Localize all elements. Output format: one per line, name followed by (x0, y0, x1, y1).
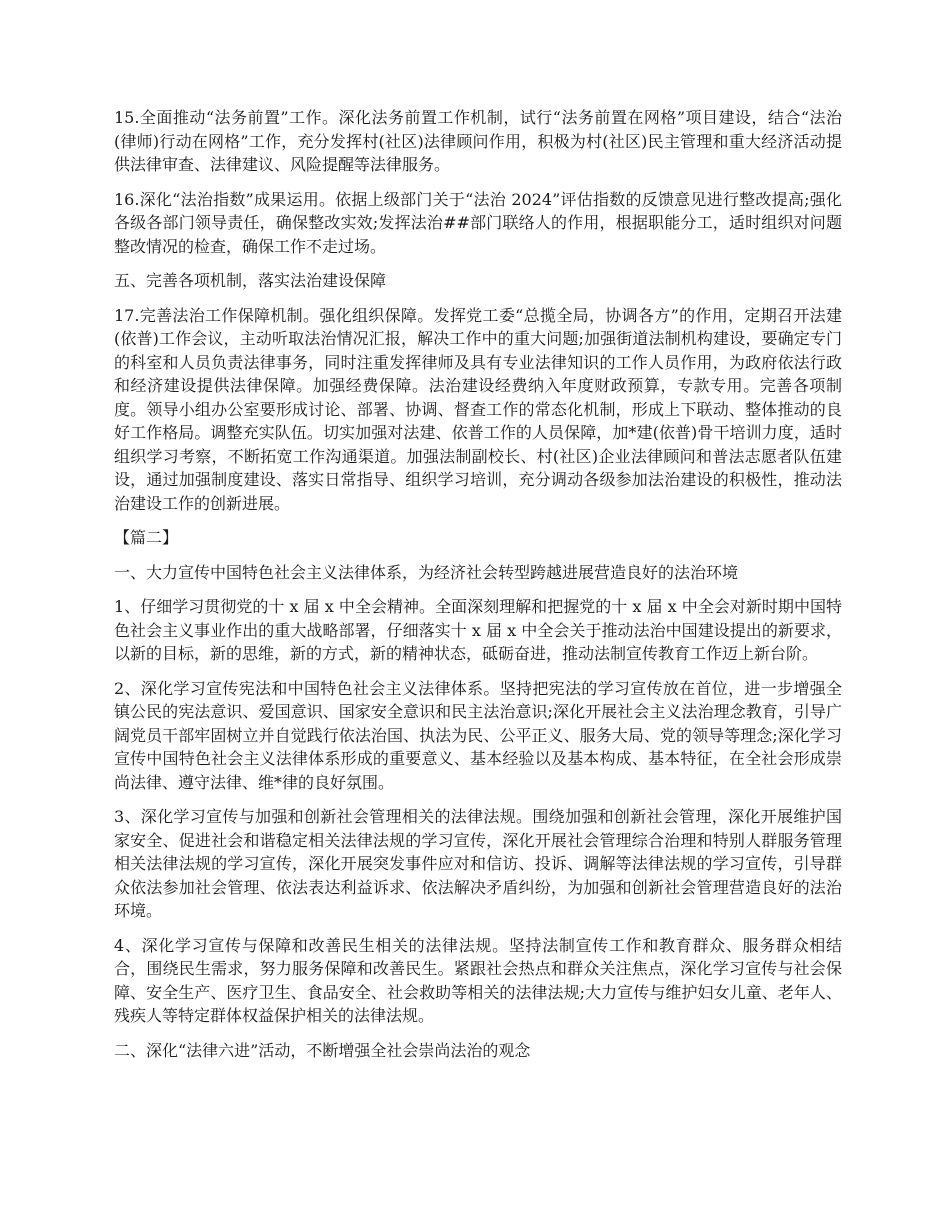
paragraph-item-1: 1、仔细学习贯彻党的十 x 届 x 中全会精神。全面深刻理解和把握党的十 x 届 x 中全会对新时期中国特色社会主义事业作出的重大战略部署，仔细落实十 x 届 x 中全会关于推动法治中国建设提出的新要求，以新的目标，新的思维，新的方式，新的精神状态，砥砺奋进，推动法制宣传教育工作迈上新台阶。 (114, 597, 842, 663)
section-heading-one: 一、大力宣传中国特色社会主义法律体系，为经济社会转型跨越进展营造良好的法治环境 (114, 562, 739, 582)
paragraph-item-17: 17.完善法治工作保障机制。强化组织保障。发挥党工委“总揽全局，协调各方”的作用，定期召开法建(依普)工作会议，主动听取法治情况汇报，解决工作中的重大问题;加强街道法制机构建设，要确定专门的科室和人员负责法律事务，同时注重发挥律师及具有专业法律知识的工作人员作用，为政府依法行政和经济建设提供法律保障。加强经费保障。法治建设经费纳入年度财政预算，专款专用。完善各项制度。领导小组办公室要形成讨论、部署、协调、督查工作的常态化机制，形成上下联动、整体推动的良好工作格局。调整充实队伍。切实加强对法建、依普工作的人员保障，加*建(依普)骨干培训力度，适时组织学习考察，不断拓宽工作沟通渠道。加强法制副校长、村(社区)企业法律顾问和普法志愿者队伍建设，通过加强制度建设、落实日常指导、组织学习培训，充分调动各级参加法治建设的积极性，推动法治建设工作的创新进展。 (114, 305, 842, 513)
document-page (114, 106, 842, 1073)
paragraph-item-2: 2、深化学习宣传宪法和中国特色社会主义法律体系。坚持把宪法的学习宣传放在首位，进一步增强全镇公民的宪法意识、爱国意识、国家安全意识和民主法治意识;深化开展社会主义法治理念教育，引导广阔党员干部牢固树立并自觉践行依法治国、执法为民、公平正义、服务大局、党的领导等理念;深化学习宣传中国特色社会主义法律体系形成的重要意义、基本经验以及基本构成、基本特征，在全社会形成崇尚法律、遵守法律、维*律的良好氛围。 (114, 678, 842, 792)
paragraph-item-4: 4、深化学习宣传与保障和改善民生相关的法律法规。坚持法制宣传工作和教育群众、服务群众相结合，围绕民生需求，努力服务保障和改善民生。紧跟社会热点和群众关注焦点，深化学习宣传与社会保障、安全生产、医疗卫生、食品安全、社会救助等相关的法律法规;大力宣传与维护妇女儿童、老年人、残疾人等特定群体权益保护相关的法律法规。 (114, 935, 842, 1025)
paragraph-item-3: 3、深化学习宣传与加强和创新社会管理相关的法律法规。围绕加强和创新社会管理，深化开展维护国家安全、促进社会和谐稳定相关法律法规的学习宣传，深化开展社会管理综合治理和特别人群服务管理相关法律法规的学习宣传，深化开展突发事件应对和信访、投诉、调解等法律法规的学习宣传，引导群众依法参加社会管理、依法表达利益诉求、依法解决矛盾纠纷，为加强和创新社会管理营造良好的法治环境。 (114, 807, 842, 920)
chapter-heading-part-two: 【篇二】 (114, 528, 179, 547)
section-heading-five: 五、完善各项机制，落实法治建设保障 (114, 271, 387, 290)
paragraph-item-15: 15.全面推动“法务前置”工作。深化法务前置工作机制，试行“法务前置在网格”项目建设，结合“法治(律师)行动在网格”工作，充分发挥村(社区)法律顾问作用，积极为村(社区)民主管理和重大经济活动提供法律审查、法律建议、风险提醒等法律服务。 (114, 108, 842, 174)
section-heading-two: 二、深化“法律六进”活动，不断增强全社会崇尚法治的观念 (114, 1040, 531, 1060)
paragraph-item-16: 16.深化“法治指数”成果运用。依据上级部门关于“法治 2024”评估指数的反馈意见进行整改提高;强化各级各部门领导责任，确保整改实效;发挥法治##部门联络人的作用，根据职能分工，适时组织对问题整改情况的检查，确保工作不走过场。 (114, 189, 842, 256)
